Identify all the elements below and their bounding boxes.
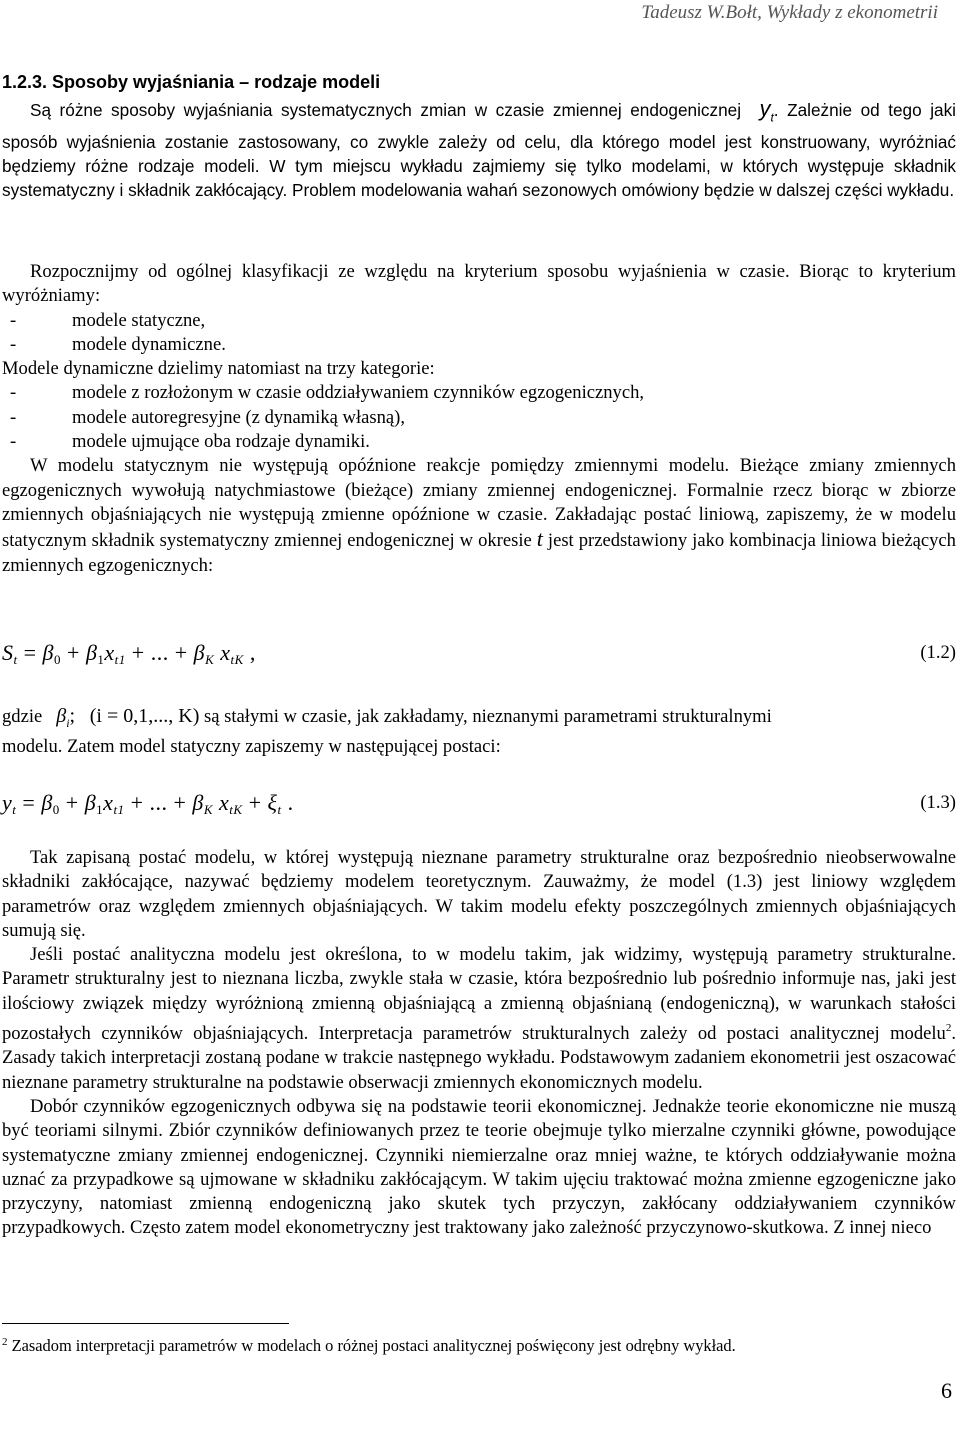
index-range: (i = 0,1,..., K): [89, 705, 200, 727]
footnote-divider: [2, 1323, 289, 1324]
paragraph: Tak zapisaną postać modelu, w której występują nieznane parametry strukturalne oraz bezpośrednio nieobserwowalne składniki zakłócające, nazywać będziemy modelem teoretycznym. Zauważmy, że model (1.3) jest liniowy względem parametrów oraz względem zmiennych objaśniających. W takim modelu efekty poszczególnych zmiennych objaśniających sumują się.: [2, 847, 956, 941]
equation-1-3: $y_t = \beta_0 + \beta_1x_{t1}$ + ... + $\beta_K$ $x_{tK} + \xi_t$ . (1.3): [2, 790, 956, 817]
list-item: - modele z rozłożonym w czasie oddziaływaniem czynników egzogenicznych,: [10, 382, 645, 404]
equation-number: (1.3): [920, 792, 956, 813]
paragraph: Dobór czynników egzogenicznych odbywa się na podstawie teorii ekonomicznej. Jednakże teorie ekonomiczne nie muszą być teoriami silnymi. Zbiór czynników definiowanych przez te teorie obejmuje tylko mierzalne czynniki główne, powodujące systematyczne zmiany zmiennej endogenicznej. Czynniki niemierzalne oraz mniej ważne, te których oddziaływanie można uznać za przypadkowe są ujmowane w składniku zakłócającym. W takim ujęciu traktować można zmienne egzogeniczne jako przyczyny, natomiast zmienną endogeniczną jako skutek tych przyczyn, zakłócany oddziaływaniem czynników przypadkowych. Często zatem model ekonometryczny jest traktowany jako zależność przyczynowo-skutkowa. Z innej nieco: [2, 1095, 956, 1239]
running-header: Tadeusz W.Bołt, Wykłady z ekonometrii: [641, 2, 938, 23]
variable-y: $y_t$: [759, 96, 774, 125]
intro-paragraph: Są różne sposoby wyjaśniania systematycznych zmian w czasie zmiennej endogenicznej $y_t$. Zależnie od tego jaki sposób wyjaśnienia zostanie zastosowany, co zwykle zależy od celu, dla którego model jest konstruowany, wyróżniać będziemy różne rodzaje modeli. W tym miejscu wykładu zajmiemy się tylko modelami, w których występuje składnik systematyczny i składnik zakłócający. Problem modelowania wahań sezonowych omówiony będzie w dalszej części wykładu.: [2, 96, 956, 201]
dynamic-types-list: [2, 381, 956, 454]
model-types-list: [2, 309, 956, 358]
equation-number: (1.2): [920, 642, 956, 663]
section-title: 1.2.3. Sposoby wyjaśniania – rodzaje modeli: [2, 72, 381, 92]
classification-block: [2, 260, 956, 578]
list-item: - modele ujmujące oba rodzaje dynamiki.: [10, 431, 370, 453]
paragraph: Jeśli postać analityczna modelu jest określona, to w modelu takim, jak widzimy, występują parametry strukturalne. Parametr strukturalny jest to nieznana liczba, zwykle stała w czasie, która bezpośrednio lub pośrednio informuje nas, jaki jest ilościowy związek między wyróżnioną zmienną objaśniającą a zmienną objaśnianą (endogeniczną), w warunkach stałości pozostałych czynników objaśniających. Interpretacja parametrów strukturalnych zależy od postaci analitycznej modelu$^2$. Zasady takich interpretacji zostaną podane w trakcie następnego wykładu. Podstawowym zadaniem ekonometrii jest oszacować nieznane parametry strukturalne na podstawie obserwacji zmiennych ekonomicznych modelu.: [2, 944, 956, 1093]
list-item: - modele dynamiczne.: [10, 333, 226, 355]
static-model-paragraph: W modelu statycznym nie występują opóźnione reakcje pomiędzy zmiennymi modelu. Bieżące zmiany zmiennych egzogenicznych wywołują natychmiastowe (bieżące) zmiany zmiennej endogenicznej. Formalnie rzecz biorąc w zbiorze zmiennych objaśniających nie występują zmienne opóźnione w czasie. Zakładając postać liniową, zapiszemy, że w modelu statycznym składnik systematyczny zmiennej endogenicznej w okresie t jest przedstawiony jako kombinacja liniowa bieżących zmiennych egzogenicznych:: [2, 455, 956, 576]
gdzie-paragraph: gdzie $\beta_i$; (i = 0,1,..., K) są stałymi w czasie, jak zakładamy, nieznanymi parametrami strukturalnymi modelu. Zatem model statyczny zapiszemy w następującej postaci:: [2, 705, 772, 758]
variable-t: t: [536, 526, 543, 552]
body-paragraphs: [2, 846, 956, 1241]
footnote: $^2$ Zasadom interpretacji parametrów w modelach o różnej postaci analitycznej poświęcony jest odrębny wykład.: [2, 1336, 736, 1355]
dynamic-lead: Modele dynamiczne dzielimy natomiast na trzy kategorie:: [2, 358, 435, 380]
list-item: - modele autoregresyjne (z dynamiką własną),: [10, 406, 406, 428]
footnote-marker: 2: [945, 1022, 952, 1035]
classification-lead: Rozpocznijmy od ogólnej klasyfikacji ze względu na kryterium sposobu wyjaśnienia w czasie. Biorąc to kryterium wyróżniamy:: [2, 261, 956, 307]
page-number: 6: [941, 1378, 952, 1403]
list-item: - modele statyczne,: [10, 309, 206, 331]
equation-1-2: $S_t = \beta_0 + \beta_1x_{t1}$ + ... + $\beta_K$ $x_{tK}$ , (1.2): [2, 640, 956, 667]
